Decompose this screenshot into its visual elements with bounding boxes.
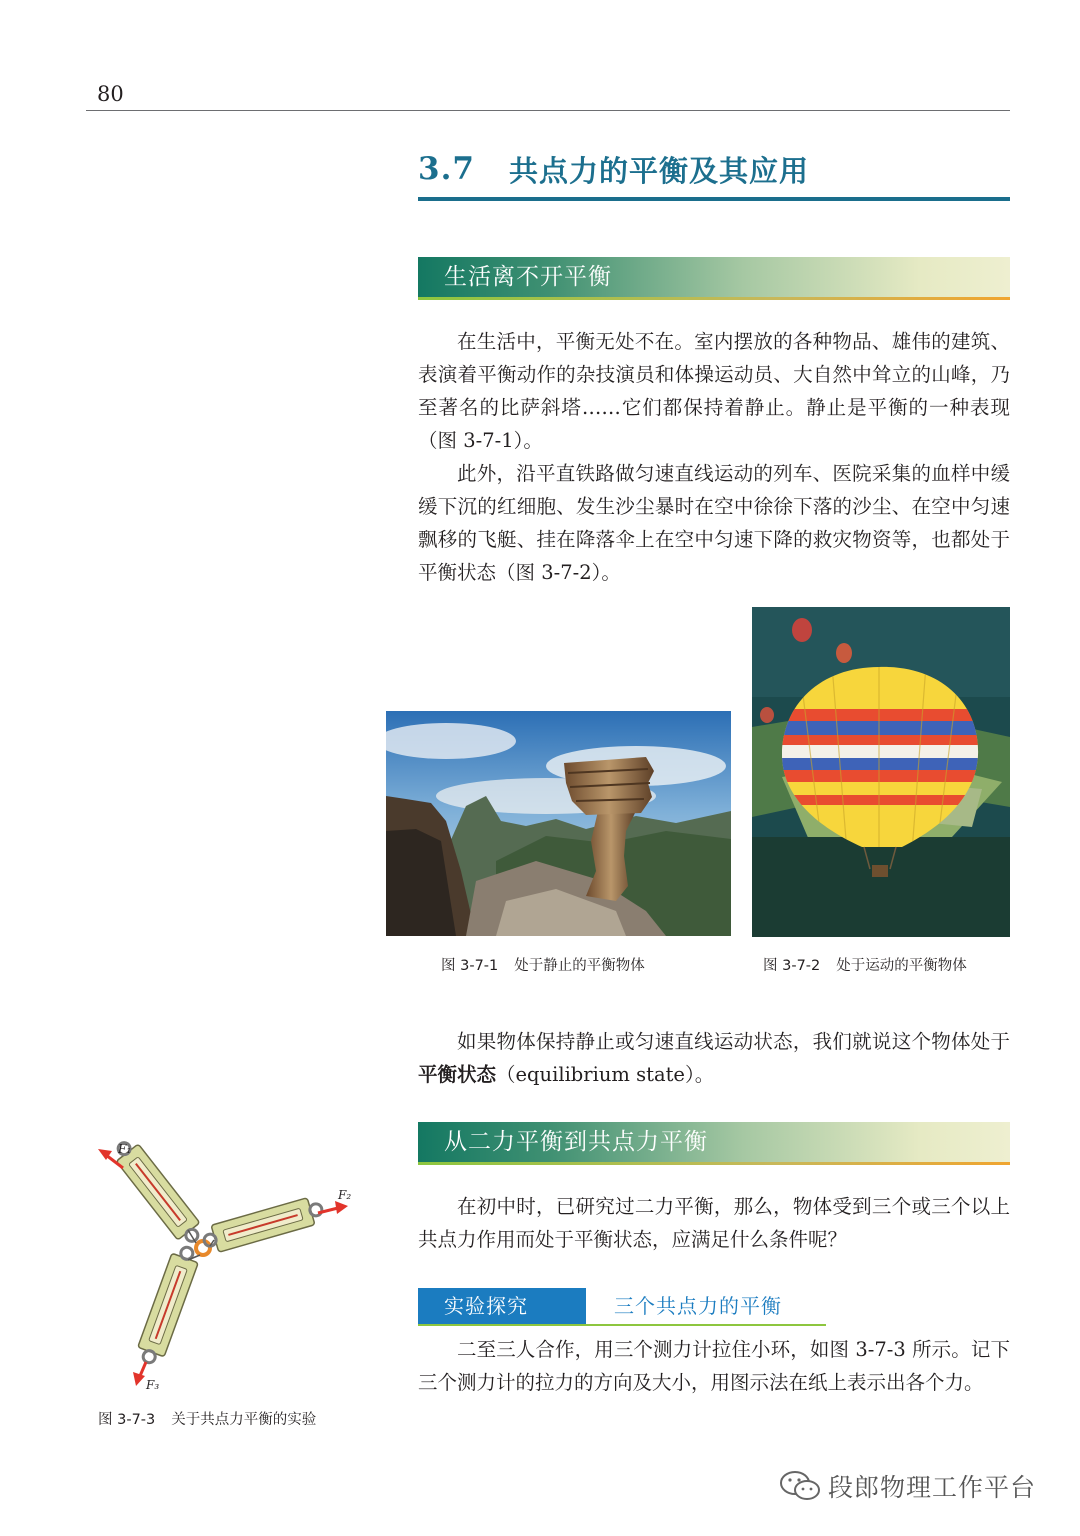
figure-caption-text: 处于运动的平衡物体 bbox=[836, 958, 967, 974]
balanced-rock-photo bbox=[386, 711, 731, 936]
figure-caption-3-7-3 bbox=[98, 1408, 316, 1429]
experiment-tag: 实验探究 bbox=[418, 1288, 586, 1324]
figure-label: 图 3-7-3 bbox=[98, 1412, 156, 1428]
definition-text bbox=[418, 1025, 1010, 1091]
intro-paragraph-1: 在生活中，平衡无处不在。室内摆放的各种物品、雄伟的建筑、表演着平衡动作的杂技演员和体操运动员、大自然中耸立的山峰，乃至著名的比萨斜塔……它们都保持着静止。静止是平衡的一种表现（图 3-7-1）。 bbox=[418, 330, 1010, 452]
section-rule bbox=[418, 197, 1010, 201]
figure-caption-3-7-2 bbox=[763, 954, 967, 975]
figure-label: 图 3-7-1 bbox=[441, 958, 499, 974]
center-ring bbox=[196, 1241, 210, 1255]
question-text bbox=[418, 1190, 1010, 1256]
key-term-equilibrium: 平衡状态 bbox=[418, 1063, 497, 1086]
force-label-f3: F₃ bbox=[146, 1378, 160, 1392]
figure-label: 图 3-7-2 bbox=[763, 958, 821, 974]
figure-caption-text: 处于静止的平衡物体 bbox=[514, 958, 645, 974]
force-label-f1: F₁ bbox=[118, 1142, 132, 1156]
force-arrow-f3 bbox=[133, 1362, 146, 1386]
subsection-title: 生活离不开平衡 bbox=[444, 264, 612, 290]
definition-lead: 如果物体保持静止或匀速直线运动状态，我们就说这个物体处于 bbox=[457, 1030, 1010, 1053]
intro-paragraph-2: 此外，沿平直铁路做匀速直线运动的列车、医院采集的血样中缓缓下沉的红细胞、发生沙尘暴时在空中徐徐下落的沙尘、在空中匀速飘移的飞艇、挂在降落伞上在空中匀速下降的救灾物资等，也都处于平衡状态（图 3-7-2）。 bbox=[418, 462, 1010, 584]
subsection-banner-life-balance bbox=[418, 257, 1010, 301]
subsection-banner-concurrent-forces bbox=[418, 1122, 1010, 1166]
experiment-paragraph: 二至三人合作，用三个测力计拉住小环，如图 3-7-3 所示。记下三个测力计的拉力的方向及大小，用图示法在纸上表示出各个力。 bbox=[418, 1338, 1010, 1394]
hot-air-balloon-photo bbox=[752, 607, 1010, 937]
definition-paragraph bbox=[418, 1025, 1010, 1091]
watermark-text: 段郎物理工作平台 bbox=[828, 1473, 1037, 1502]
watermark bbox=[778, 1468, 1036, 1504]
page-number: 80 bbox=[97, 82, 124, 106]
question-paragraph: 在初中时，已研究过二力平衡，那么，物体受到三个或三个以上共点力作用而处于平衡状态，应满足什么条件呢？ bbox=[418, 1195, 1010, 1251]
header-rule bbox=[86, 110, 1010, 111]
figure-caption-text: 关于共点力平衡的实验 bbox=[171, 1412, 317, 1428]
section-title bbox=[418, 148, 809, 190]
experiment-text bbox=[418, 1333, 1010, 1399]
subsection-title: 从二力平衡到共点力平衡 bbox=[444, 1129, 708, 1155]
wechat-icon bbox=[778, 1468, 822, 1504]
section-name: 共点力的平衡及其应用 bbox=[508, 153, 809, 188]
figure-caption-3-7-1 bbox=[441, 954, 645, 975]
section-number: 3.7 bbox=[418, 151, 475, 187]
experiment-rule bbox=[418, 1324, 826, 1326]
force-balance-diagram bbox=[88, 1140, 378, 1400]
experiment-title: 三个共点力的平衡 bbox=[614, 1294, 782, 1318]
force-label-f2: F₂ bbox=[338, 1188, 352, 1202]
definition-tail: （equilibrium state）。 bbox=[496, 1063, 715, 1086]
intro-text bbox=[418, 325, 1010, 589]
